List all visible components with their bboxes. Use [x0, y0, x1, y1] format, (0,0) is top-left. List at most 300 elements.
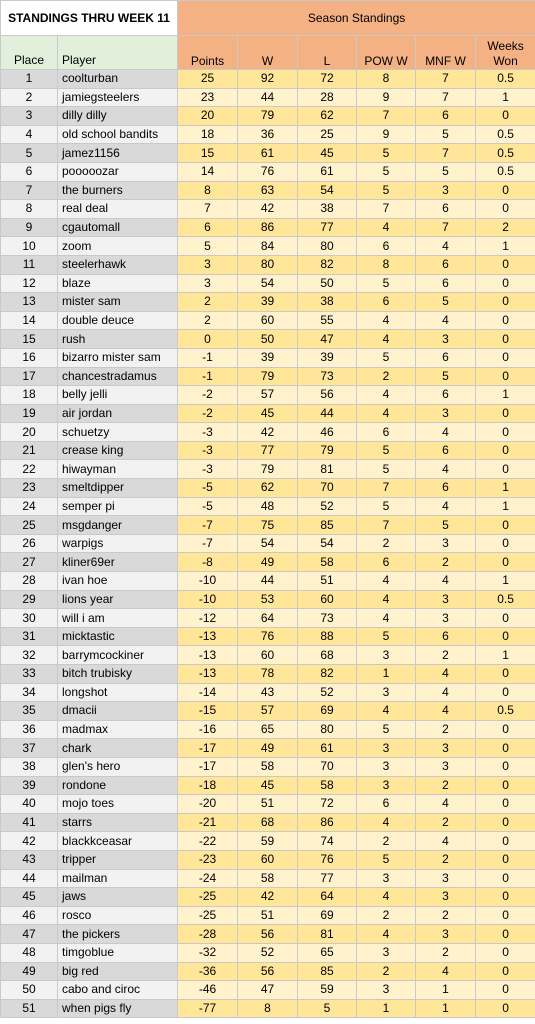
weeks-won-cell: 1: [476, 88, 535, 107]
table-row: [1, 553, 535, 572]
losses-cell: 50: [298, 274, 357, 293]
wins-cell: 77: [238, 441, 298, 460]
mnf-wins-cell: 4: [416, 423, 476, 442]
player-cell: rush: [58, 330, 178, 349]
losses-cell: 77: [298, 869, 357, 888]
place-cell: 44: [1, 869, 58, 888]
pow-wins-cell: 5: [357, 441, 416, 460]
pow-wins-cell: 4: [357, 702, 416, 721]
player-cell: msgdanger: [58, 516, 178, 535]
losses-cell: 81: [298, 925, 357, 944]
wins-cell: 39: [238, 293, 298, 312]
pow-wins-cell: 6: [357, 795, 416, 814]
table-row: [1, 981, 535, 1000]
weeks-won-cell: 0: [476, 776, 535, 795]
player-cell: pooooozar: [58, 162, 178, 181]
table-row: [1, 646, 535, 665]
place-cell: 14: [1, 311, 58, 330]
player-cell: longshot: [58, 683, 178, 702]
mnf-wins-cell: 1: [416, 981, 476, 1000]
points-cell: -77: [178, 999, 238, 1018]
place-cell: 12: [1, 274, 58, 293]
pow-wins-cell: 4: [357, 590, 416, 609]
place-cell: 13: [1, 293, 58, 312]
losses-cell: 46: [298, 423, 357, 442]
wins-cell: 49: [238, 739, 298, 758]
points-cell: -23: [178, 850, 238, 869]
weeks-won-cell: 0.5: [476, 590, 535, 609]
table-row: [1, 479, 535, 498]
player-cell: warpigs: [58, 534, 178, 553]
wins-cell: 57: [238, 386, 298, 405]
losses-cell: 85: [298, 962, 357, 981]
losses-cell: 58: [298, 776, 357, 795]
pow-wins-cell: 4: [357, 813, 416, 832]
place-cell: 5: [1, 144, 58, 163]
weeks-won-line2: Won: [493, 54, 518, 68]
place-cell: 22: [1, 460, 58, 479]
mnf-wins-cell: 4: [416, 311, 476, 330]
player-cell: bitch trubisky: [58, 665, 178, 684]
losses-cell: 65: [298, 943, 357, 962]
place-cell: 37: [1, 739, 58, 758]
pow-wins-cell: 4: [357, 572, 416, 591]
mnf-wins-cell: 2: [416, 906, 476, 925]
wins-cell: 65: [238, 720, 298, 739]
wins-cell: 36: [238, 125, 298, 144]
player-cell: bizarro mister sam: [58, 348, 178, 367]
points-cell: -1: [178, 367, 238, 386]
points-cell: -21: [178, 813, 238, 832]
points-cell: -10: [178, 590, 238, 609]
table-row: [1, 813, 535, 832]
player-cell: jamiegsteelers: [58, 88, 178, 107]
pow-wins-cell: 4: [357, 925, 416, 944]
wins-cell: 54: [238, 534, 298, 553]
points-cell: -18: [178, 776, 238, 795]
losses-cell: 45: [298, 144, 357, 163]
weeks-won-cell: 0: [476, 850, 535, 869]
mnf-wins-cell: 3: [416, 534, 476, 553]
weeks-won-cell: 0: [476, 925, 535, 944]
table-row: [1, 683, 535, 702]
weeks-won-cell: 0: [476, 627, 535, 646]
table-row: [1, 497, 535, 516]
losses-cell: 79: [298, 441, 357, 460]
losses-cell: 25: [298, 125, 357, 144]
weeks-won-cell: 0: [476, 534, 535, 553]
pow-wins-cell: 8: [357, 70, 416, 89]
mnf-wins-cell: 6: [416, 348, 476, 367]
mnf-wins-cell: 3: [416, 869, 476, 888]
pow-wins-cell: 5: [357, 850, 416, 869]
pow-wins-cell: 4: [357, 609, 416, 628]
place-cell: 11: [1, 255, 58, 274]
place-cell: 49: [1, 962, 58, 981]
weeks-won-cell: 1: [476, 479, 535, 498]
place-cell: 33: [1, 665, 58, 684]
pow-wins-cell: 4: [357, 218, 416, 237]
mnf-wins-cell: 4: [416, 832, 476, 851]
table-row: [1, 423, 535, 442]
losses-cell: 55: [298, 311, 357, 330]
mnf-wins-cell: 7: [416, 144, 476, 163]
mnf-wins-cell: 3: [416, 888, 476, 907]
points-cell: -28: [178, 925, 238, 944]
weeks-won-cell: 0: [476, 720, 535, 739]
player-cell: crease king: [58, 441, 178, 460]
points-cell: 25: [178, 70, 238, 89]
mnf-wins-cell: 4: [416, 962, 476, 981]
losses-cell: 54: [298, 181, 357, 200]
mnf-wins-cell: 1: [416, 999, 476, 1018]
place-cell: 30: [1, 609, 58, 628]
pow-wins-cell: 3: [357, 683, 416, 702]
points-cell: -2: [178, 386, 238, 405]
place-cell: 42: [1, 832, 58, 851]
pow-wins-cell: 2: [357, 534, 416, 553]
points-cell: -15: [178, 702, 238, 721]
player-cell: jaws: [58, 888, 178, 907]
losses-cell: 38: [298, 200, 357, 219]
wins-cell: 79: [238, 460, 298, 479]
place-cell: 18: [1, 386, 58, 405]
place-cell: 21: [1, 441, 58, 460]
player-cell: cabo and ciroc: [58, 981, 178, 1000]
pow-wins-cell: 6: [357, 237, 416, 256]
losses-cell: 39: [298, 348, 357, 367]
place-cell: 47: [1, 925, 58, 944]
table-row: [1, 348, 535, 367]
weeks-won-cell: 0: [476, 293, 535, 312]
table-row: [1, 850, 535, 869]
place-cell: 48: [1, 943, 58, 962]
table-row: [1, 832, 535, 851]
points-cell: 3: [178, 274, 238, 293]
pow-wins-cell: 9: [357, 88, 416, 107]
player-cell: dilly dilly: [58, 107, 178, 126]
table-row: [1, 925, 535, 944]
points-cell: 8: [178, 181, 238, 200]
mnf-wins-cell: 4: [416, 683, 476, 702]
mnf-wins-cell: 7: [416, 88, 476, 107]
losses-cell: 70: [298, 479, 357, 498]
place-cell: 31: [1, 627, 58, 646]
place-cell: 46: [1, 906, 58, 925]
points-cell: -3: [178, 460, 238, 479]
wins-cell: 51: [238, 906, 298, 925]
wins-cell: 56: [238, 925, 298, 944]
table-row: [1, 311, 535, 330]
table-row: [1, 665, 535, 684]
wins-cell: 54: [238, 274, 298, 293]
table-row: [1, 776, 535, 795]
pow-wins-cell: 2: [357, 367, 416, 386]
losses-cell: 88: [298, 627, 357, 646]
player-cell: timgoblue: [58, 943, 178, 962]
weeks-won-cell: 0: [476, 739, 535, 758]
player-cell: double deuce: [58, 311, 178, 330]
losses-cell: 80: [298, 720, 357, 739]
place-cell: 40: [1, 795, 58, 814]
weeks-won-cell: 0: [476, 869, 535, 888]
weeks-won-cell: 0: [476, 423, 535, 442]
mnf-wins-cell: 2: [416, 850, 476, 869]
weeks-won-cell: 0.5: [476, 125, 535, 144]
losses-cell: 44: [298, 404, 357, 423]
table-row: [1, 386, 535, 405]
place-cell: 8: [1, 200, 58, 219]
wins-cell: 58: [238, 869, 298, 888]
player-cell: starrs: [58, 813, 178, 832]
weeks-won-cell: 1: [476, 386, 535, 405]
player-cell: cgautomall: [58, 218, 178, 237]
losses-cell: 86: [298, 813, 357, 832]
pow-wins-cell: 5: [357, 181, 416, 200]
pow-wins-cell: 1: [357, 665, 416, 684]
wins-cell: 76: [238, 162, 298, 181]
losses-cell: 59: [298, 981, 357, 1000]
weeks-won-cell: 0: [476, 553, 535, 572]
points-cell: -13: [178, 665, 238, 684]
pow-wins-cell: 7: [357, 107, 416, 126]
points-cell: -16: [178, 720, 238, 739]
points-cell: -13: [178, 646, 238, 665]
wins-cell: 8: [238, 999, 298, 1018]
pow-wins-cell: 5: [357, 274, 416, 293]
player-cell: rosco: [58, 906, 178, 925]
points-cell: 5: [178, 237, 238, 256]
player-cell: tripper: [58, 850, 178, 869]
points-cell: 7: [178, 200, 238, 219]
table-row: [1, 906, 535, 925]
col-header-weeks-won: [476, 36, 535, 70]
player-cell: hiwayman: [58, 460, 178, 479]
losses-cell: 38: [298, 293, 357, 312]
place-cell: 4: [1, 125, 58, 144]
wins-cell: 58: [238, 757, 298, 776]
player-cell: schuetzy: [58, 423, 178, 442]
mnf-wins-cell: 6: [416, 386, 476, 405]
losses-cell: 74: [298, 832, 357, 851]
losses-cell: 72: [298, 70, 357, 89]
wins-cell: 45: [238, 404, 298, 423]
pow-wins-cell: 7: [357, 479, 416, 498]
points-cell: -24: [178, 869, 238, 888]
place-cell: 1: [1, 70, 58, 89]
mnf-wins-cell: 5: [416, 162, 476, 181]
wins-cell: 68: [238, 813, 298, 832]
place-cell: 29: [1, 590, 58, 609]
losses-cell: 51: [298, 572, 357, 591]
losses-cell: 52: [298, 497, 357, 516]
wins-cell: 60: [238, 646, 298, 665]
table-row: [1, 572, 535, 591]
mnf-wins-cell: 2: [416, 646, 476, 665]
player-cell: belly jelli: [58, 386, 178, 405]
losses-cell: 80: [298, 237, 357, 256]
mnf-wins-cell: 2: [416, 776, 476, 795]
player-cell: will i am: [58, 609, 178, 628]
table-row: [1, 999, 535, 1018]
weeks-won-cell: 0: [476, 460, 535, 479]
table-row: [1, 144, 535, 163]
pow-wins-cell: 3: [357, 943, 416, 962]
column-header-row: [1, 36, 535, 70]
losses-cell: 81: [298, 460, 357, 479]
pow-wins-cell: 4: [357, 888, 416, 907]
weeks-won-cell: 0: [476, 404, 535, 423]
weeks-won-cell: 0: [476, 609, 535, 628]
mnf-wins-cell: 6: [416, 479, 476, 498]
place-cell: 28: [1, 572, 58, 591]
points-cell: 20: [178, 107, 238, 126]
points-cell: 0: [178, 330, 238, 349]
points-cell: -3: [178, 423, 238, 442]
pow-wins-cell: 5: [357, 720, 416, 739]
place-cell: 27: [1, 553, 58, 572]
place-cell: 41: [1, 813, 58, 832]
mnf-wins-cell: 5: [416, 293, 476, 312]
losses-cell: 85: [298, 516, 357, 535]
weeks-won-cell: 0: [476, 441, 535, 460]
losses-cell: 60: [298, 590, 357, 609]
weeks-won-cell: 0: [476, 962, 535, 981]
table-row: [1, 609, 535, 628]
points-cell: -25: [178, 906, 238, 925]
weeks-won-cell: 0.5: [476, 162, 535, 181]
table-row: [1, 162, 535, 181]
col-header-pow-w: POW W: [357, 36, 416, 70]
player-cell: the burners: [58, 181, 178, 200]
table-row: [1, 293, 535, 312]
weeks-won-cell: 1: [476, 646, 535, 665]
losses-cell: 28: [298, 88, 357, 107]
mnf-wins-cell: 3: [416, 757, 476, 776]
pow-wins-cell: 4: [357, 330, 416, 349]
points-cell: -46: [178, 981, 238, 1000]
weeks-won-cell: 0: [476, 813, 535, 832]
losses-cell: 68: [298, 646, 357, 665]
player-cell: micktastic: [58, 627, 178, 646]
player-cell: mojo toes: [58, 795, 178, 814]
pow-wins-cell: 3: [357, 981, 416, 1000]
weeks-won-cell: 0: [476, 683, 535, 702]
losses-cell: 69: [298, 702, 357, 721]
losses-cell: 72: [298, 795, 357, 814]
weeks-won-cell: 0: [476, 107, 535, 126]
wins-cell: 62: [238, 479, 298, 498]
losses-cell: 64: [298, 888, 357, 907]
mnf-wins-cell: 4: [416, 702, 476, 721]
place-cell: 2: [1, 88, 58, 107]
player-cell: ivan hoe: [58, 572, 178, 591]
losses-cell: 82: [298, 255, 357, 274]
place-cell: 45: [1, 888, 58, 907]
table-row: [1, 441, 535, 460]
weeks-won-cell: 0: [476, 255, 535, 274]
weeks-won-cell: 0: [476, 999, 535, 1018]
title-row: [1, 1, 535, 36]
weeks-won-cell: 1: [476, 497, 535, 516]
player-cell: rondone: [58, 776, 178, 795]
col-header-place: Place: [1, 36, 58, 70]
pow-wins-cell: 2: [357, 832, 416, 851]
mnf-wins-cell: 5: [416, 367, 476, 386]
player-cell: blackkceasar: [58, 832, 178, 851]
place-cell: 7: [1, 181, 58, 200]
points-cell: -13: [178, 627, 238, 646]
table-row: [1, 107, 535, 126]
wins-cell: 49: [238, 553, 298, 572]
losses-cell: 69: [298, 906, 357, 925]
pow-wins-cell: 3: [357, 739, 416, 758]
pow-wins-cell: 7: [357, 516, 416, 535]
pow-wins-cell: 5: [357, 497, 416, 516]
wins-cell: 75: [238, 516, 298, 535]
weeks-won-cell: 0: [476, 832, 535, 851]
wins-cell: 43: [238, 683, 298, 702]
wins-cell: 42: [238, 200, 298, 219]
player-cell: jamez1156: [58, 144, 178, 163]
losses-cell: 56: [298, 386, 357, 405]
player-cell: smeltdipper: [58, 479, 178, 498]
losses-cell: 5: [298, 999, 357, 1018]
player-cell: kliner69er: [58, 553, 178, 572]
mnf-wins-cell: 3: [416, 609, 476, 628]
season-standings-header: Season Standings: [178, 1, 535, 36]
wins-cell: 53: [238, 590, 298, 609]
player-cell: steelerhawk: [58, 255, 178, 274]
table-row: [1, 255, 535, 274]
table-row: [1, 367, 535, 386]
place-cell: 32: [1, 646, 58, 665]
table-row: [1, 757, 535, 776]
losses-cell: 54: [298, 534, 357, 553]
col-header-w: W: [238, 36, 298, 70]
points-cell: 2: [178, 293, 238, 312]
place-cell: 9: [1, 218, 58, 237]
points-cell: 23: [178, 88, 238, 107]
points-cell: -1: [178, 348, 238, 367]
wins-cell: 78: [238, 665, 298, 684]
sheet-title: STANDINGS THRU WEEK 11: [1, 1, 178, 36]
weeks-won-cell: 0: [476, 906, 535, 925]
weeks-won-cell: 0.5: [476, 70, 535, 89]
place-cell: 51: [1, 999, 58, 1018]
table-row: [1, 330, 535, 349]
pow-wins-cell: 3: [357, 776, 416, 795]
pow-wins-cell: 3: [357, 646, 416, 665]
wins-cell: 60: [238, 850, 298, 869]
player-cell: mailman: [58, 869, 178, 888]
player-cell: blaze: [58, 274, 178, 293]
pow-wins-cell: 5: [357, 162, 416, 181]
pow-wins-cell: 5: [357, 627, 416, 646]
wins-cell: 50: [238, 330, 298, 349]
weeks-won-cell: 0: [476, 757, 535, 776]
pow-wins-cell: 7: [357, 200, 416, 219]
pow-wins-cell: 5: [357, 144, 416, 163]
mnf-wins-cell: 6: [416, 274, 476, 293]
points-cell: 2: [178, 311, 238, 330]
mnf-wins-cell: 5: [416, 516, 476, 535]
losses-cell: 58: [298, 553, 357, 572]
place-cell: 23: [1, 479, 58, 498]
pow-wins-cell: 4: [357, 386, 416, 405]
weeks-won-cell: 1: [476, 237, 535, 256]
mnf-wins-cell: 7: [416, 218, 476, 237]
